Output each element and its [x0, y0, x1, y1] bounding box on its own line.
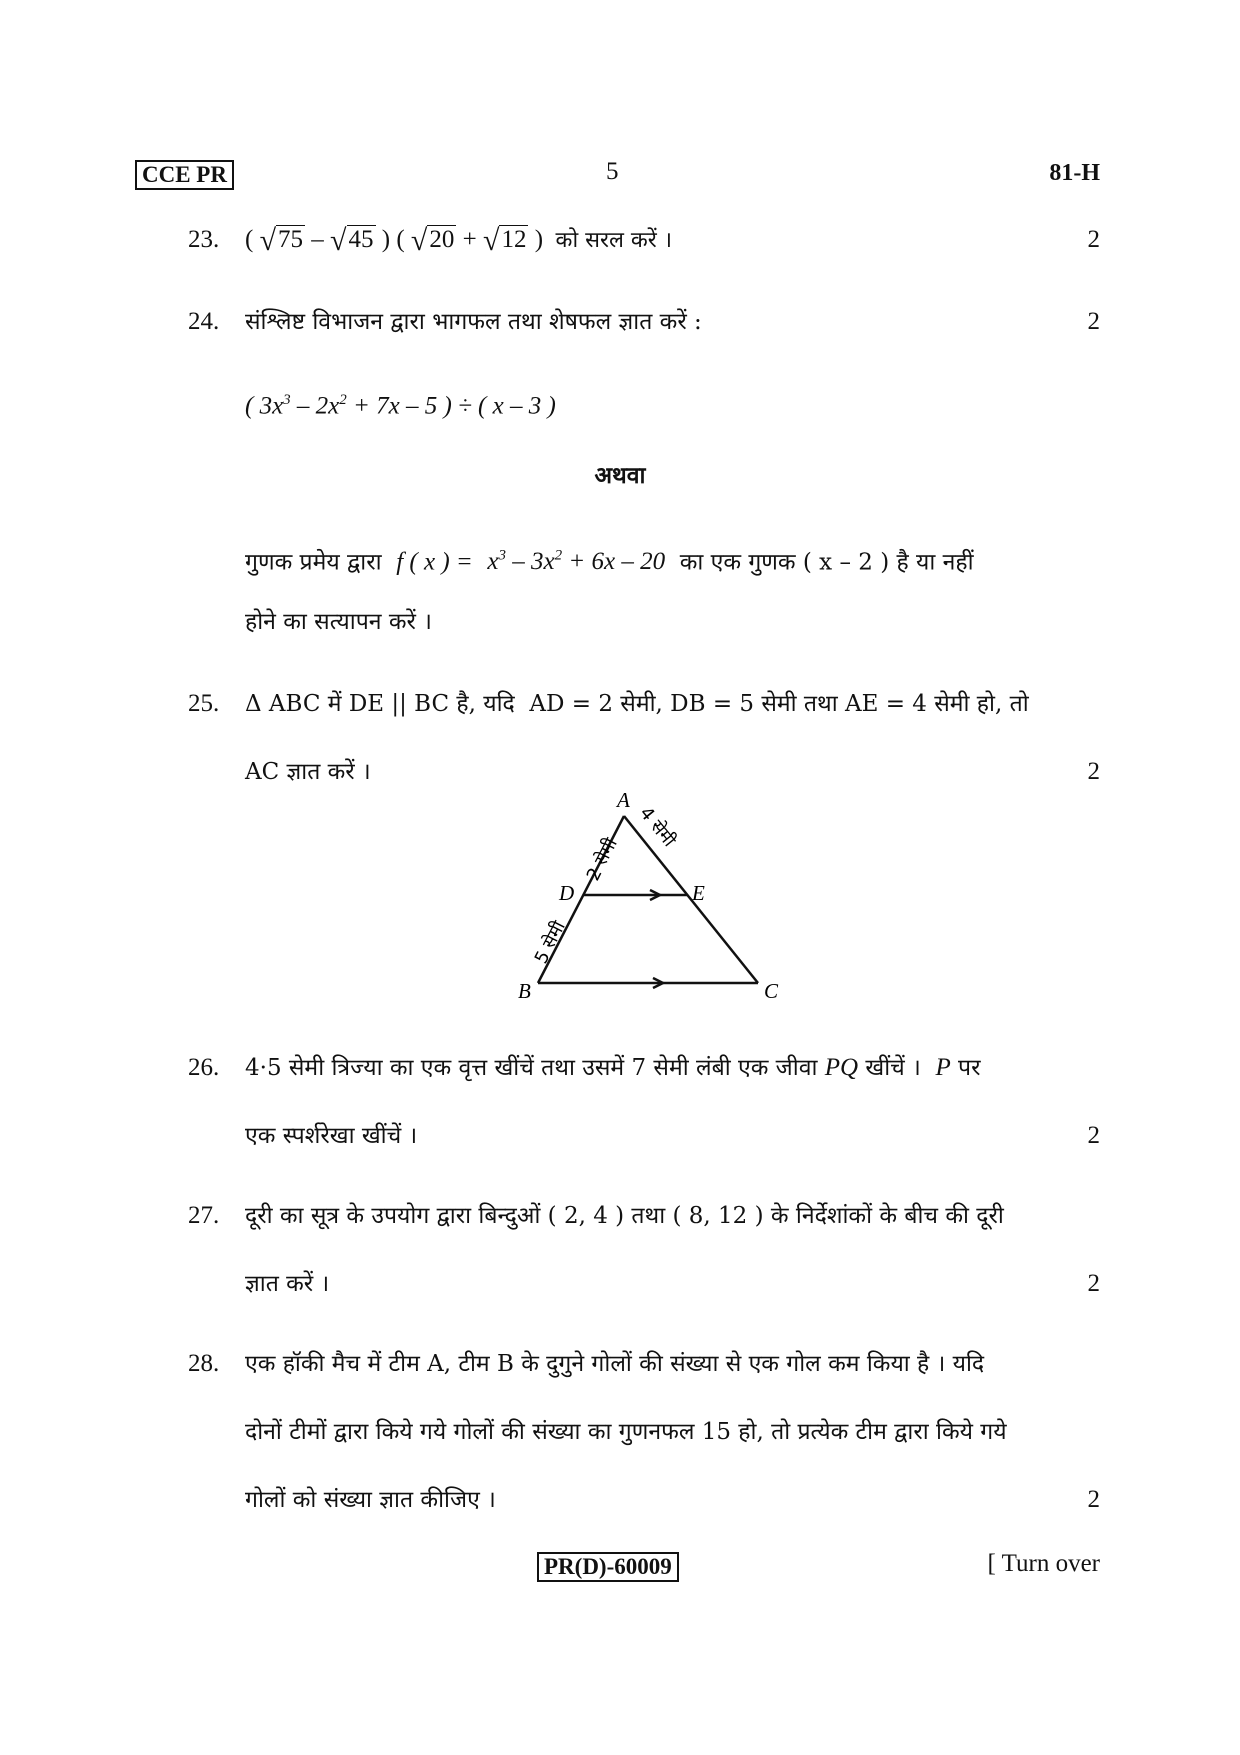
q26-line2: एक स्पर्शरेखा खींचें । — [245, 1123, 418, 1149]
q24-alt-poly — [487, 548, 665, 575]
q24-alt-exp1: 3 — [498, 548, 507, 564]
q26-line1-c: पर — [958, 1055, 981, 1081]
q24-alt-mid: – 3x — [506, 548, 555, 576]
q23-expression — [245, 224, 1100, 257]
q26-p: P — [935, 1054, 951, 1081]
q24-alt-line2: होने का सत्यापन करें । — [245, 609, 432, 635]
q23-open1: ( — [245, 226, 254, 253]
label-ad: 2 सेमी — [582, 834, 622, 885]
label-b: B — [518, 979, 531, 1003]
q23-close2: ) — [534, 226, 544, 253]
q24-alt-line1-b: का एक गुणक ( x – 2 ) है या नहीं — [679, 549, 974, 576]
or-divider: अथवा — [594, 462, 646, 489]
q25-line1-b: AD = 2 सेमी, DB = 5 सेमी तथा AE = 4 सेमी हो, तो — [529, 691, 1029, 717]
q23-text: को सरल करें । — [555, 228, 673, 253]
q24-expr-c: + 7x – 5 ) ÷ ( x – 3 ) — [346, 392, 556, 420]
q24-number: 24. — [188, 308, 220, 335]
q24-alt-line1-a: गुणक प्रमेय द्वारा — [245, 549, 382, 576]
label-e: E — [692, 881, 705, 905]
q24-alt-fx: f ( x ) = — [396, 548, 473, 576]
q28-marks: 2 — [1087, 1486, 1100, 1513]
q23-sqrt3: √20 — [410, 224, 455, 257]
q24-exp-b: 2 — [339, 392, 347, 408]
q23-r3: 20 — [429, 226, 455, 253]
q25-marks: 2 — [1087, 758, 1100, 785]
q24-expression — [245, 384, 1100, 422]
q24-alt-exp2: 2 — [554, 548, 563, 564]
q23-r1: 75 — [278, 226, 304, 253]
triangle-diagram — [500, 780, 800, 1010]
q26-number: 26. — [188, 1054, 220, 1081]
page-number: 5 — [606, 158, 619, 185]
q23-sqrt2: √45 — [330, 224, 374, 257]
q27-line2: ज्ञात करें । — [245, 1271, 330, 1297]
q23-op2: + — [462, 226, 477, 253]
label-d: D — [559, 881, 575, 905]
q28-line2: दोनों टीमों द्वारा किये गये गोलों की संख्या का गुणनफल 15 हो, तो प्रत्येक टीम द्वारा किये गये — [245, 1419, 1007, 1445]
q24-alt-x: x — [487, 548, 499, 576]
q25-line1 — [245, 688, 1100, 720]
q24-expr-b: – 2x — [290, 392, 340, 420]
q24-text: संश्लिष्ट विभाजन द्वारा भागफल तथा शेषफल ज्ञात करें : — [245, 309, 702, 335]
q26-line1-b: खींचें । — [865, 1055, 921, 1081]
header-left-code: CCE PR — [135, 160, 234, 190]
label-c: C — [764, 979, 779, 1003]
q25-line1-a: Δ ABC में DE || BC है, यदि — [245, 691, 515, 717]
q24-expr-a: ( 3x — [245, 392, 284, 420]
q26-marks: 2 — [1087, 1122, 1100, 1149]
q26-line1-a: 4·5 सेमी त्रिज्या का एक वृत्त खींचें तथा उसमें 7 सेमी लंबी एक जीवा — [245, 1055, 818, 1081]
q24-alt-rest: + 6x – 20 — [562, 548, 666, 576]
label-a: A — [617, 788, 630, 812]
q26-pq: PQ — [824, 1054, 859, 1081]
q23-r4: 12 — [501, 226, 527, 253]
q25-line2: AC ज्ञात करें । — [245, 759, 371, 785]
q23-op1: – — [311, 226, 324, 253]
q23-marks: 2 — [1087, 226, 1100, 253]
q23-close1: ) — [381, 226, 391, 253]
q27-number: 27. — [188, 1202, 220, 1229]
q24-marks: 2 — [1087, 308, 1100, 335]
header-right-code: 81-H — [1049, 160, 1100, 186]
q28-line1: एक हॉकी मैच में टीम A, टीम B के दुगुने गोलों की संख्या से एक गोल कम किया है । यदि — [245, 1351, 985, 1377]
label-db: 5 सेमी — [530, 917, 570, 968]
q23-open2: ( — [396, 226, 405, 253]
q24-alt-line1 — [245, 540, 1100, 578]
turn-over: [ Turn over — [987, 1550, 1100, 1577]
q26-line1 — [245, 1052, 1100, 1084]
q23-sqrt1: √75 — [259, 224, 304, 257]
q23-number: 23. — [188, 226, 220, 253]
footer-code: PR(D)-60009 — [537, 1552, 679, 1582]
side-ac — [624, 816, 758, 983]
q24-exp-a: 3 — [283, 392, 291, 408]
q28-number: 28. — [188, 1350, 220, 1377]
q23-sqrt4: √12 — [483, 224, 527, 257]
q23-r2: 45 — [348, 226, 374, 253]
q27-line1: दूरी का सूत्र के उपयोग द्वारा बिन्दुओं ( 2, 4 ) तथा ( 8, 12 ) के निर्देशांकों के बीच की दूरी — [245, 1203, 1004, 1229]
label-ae: 4 सेमी — [635, 802, 680, 851]
q25-number: 25. — [188, 690, 220, 717]
q28-line3: गोलों को संख्या ज्ञात कीजिए । — [245, 1487, 496, 1513]
q27-marks: 2 — [1087, 1270, 1100, 1297]
